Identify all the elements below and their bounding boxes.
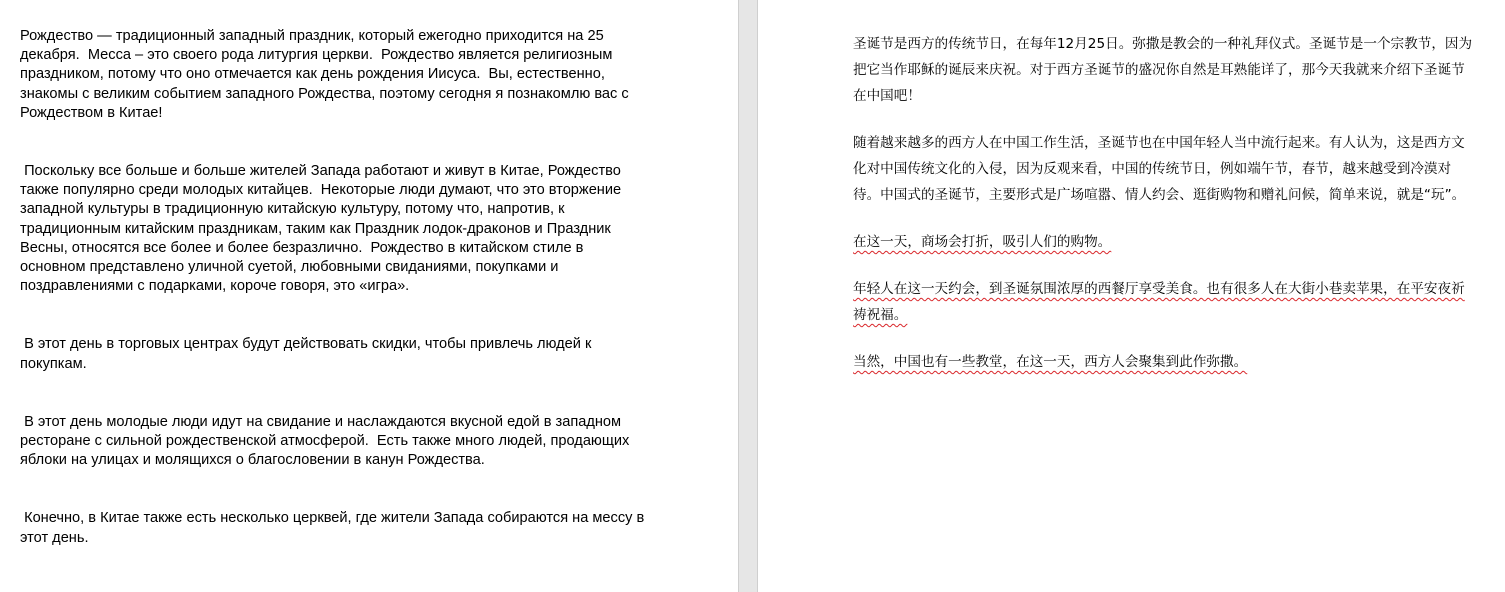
right-page-chinese[interactable] [758, 0, 1505, 592]
chinese-text-body[interactable] [853, 31, 1478, 396]
paragraph-ru-4[interactable]: В этот день молодые люди идут на свидание и наслаждаются вкусной едой в западном ресторане с сильной рождественской атмосферой. Есть также много людей, продающих яблоки на улицах и молящихся о благословении в канун Рождества. [20, 413, 634, 469]
page-gutter [738, 0, 758, 592]
paragraph-zh-1[interactable]: 圣诞节是西方的传统节日，在每年12月25日。弥撒是教会的一种礼拜仪式。圣诞节是一个宗教节，因为把它当作耶稣的诞辰来庆祝。对于西方圣诞节的盛况你自然是耳熟能详了，那今天我就来介绍下圣诞节在中国吧！ [853, 36, 1473, 104]
paragraph-ru-1[interactable]: Рождество — традиционный западный праздник, который ежегодно приходится на 25 декабря. Месса – это своего рода литургия церкви. Рождество является религиозным праздником, потому что оно отмечается как день рождения Иисуса. Вы, естественно, знакомы с великим событием западного Рождества, поэтому сегодня я познакомлю вас с Рождеством в Китае! [20, 28, 633, 121]
paragraph-zh-5[interactable]: 当然，中国也有一些教堂，在这一天，西方人会聚集到此作弥撒。 [853, 354, 1248, 370]
russian-text-body[interactable] [20, 27, 650, 587]
paragraph-ru-2[interactable]: Поскольку все больше и больше жителей Запада работают и живут в Китае, Рождество также популярно среди молодых китайцев. Некоторые люди думают, что это вторжение западной культуры в традиционную китайскую культуру, потому что, напротив, к традиционным китайским праздникам, таким как Праздник лодок-драконов и Праздник Весны, относятся все более и более безразлично. Рождество в китайском стиле в основном представлено уличной суетой, любовными свиданиями, покупками и поздравлениями с подарками, короче говоря, это «игра». [20, 163, 626, 295]
left-page-russian[interactable] [0, 0, 738, 592]
paragraph-zh-3[interactable]: 在这一天，商场会打折，吸引人们的购物。 [853, 234, 1112, 250]
paragraph-ru-3[interactable]: В этот день в торговых центрах будут действовать скидки, чтобы привлечь людей к покупкам. [20, 336, 596, 372]
paragraph-zh-4[interactable]: 年轻人在这一天约会，到圣诞氛围浓厚的西餐厅享受美食。也有很多人在大街小巷卖苹果，在平安夜祈祷祝福。 [853, 281, 1465, 323]
paragraph-ru-5[interactable]: Конечно, в Китае также есть несколько церквей, где жители Запада собираются на мессу в этот день. [20, 510, 649, 546]
paragraph-zh-2[interactable]: 随着越来越多的西方人在中国工作生活，圣诞节也在中国年轻人当中流行起来。有人认为，这是西方文化对中国传统文化的入侵，因为反观来看，中国的传统节日，例如端午节，春节，越来越受到冷漠对待。中国式的圣诞节，主要形式是广场喧嚣、情人约会、逛街购物和赠礼问候，简单来说，就是“玩”。 [853, 135, 1466, 203]
